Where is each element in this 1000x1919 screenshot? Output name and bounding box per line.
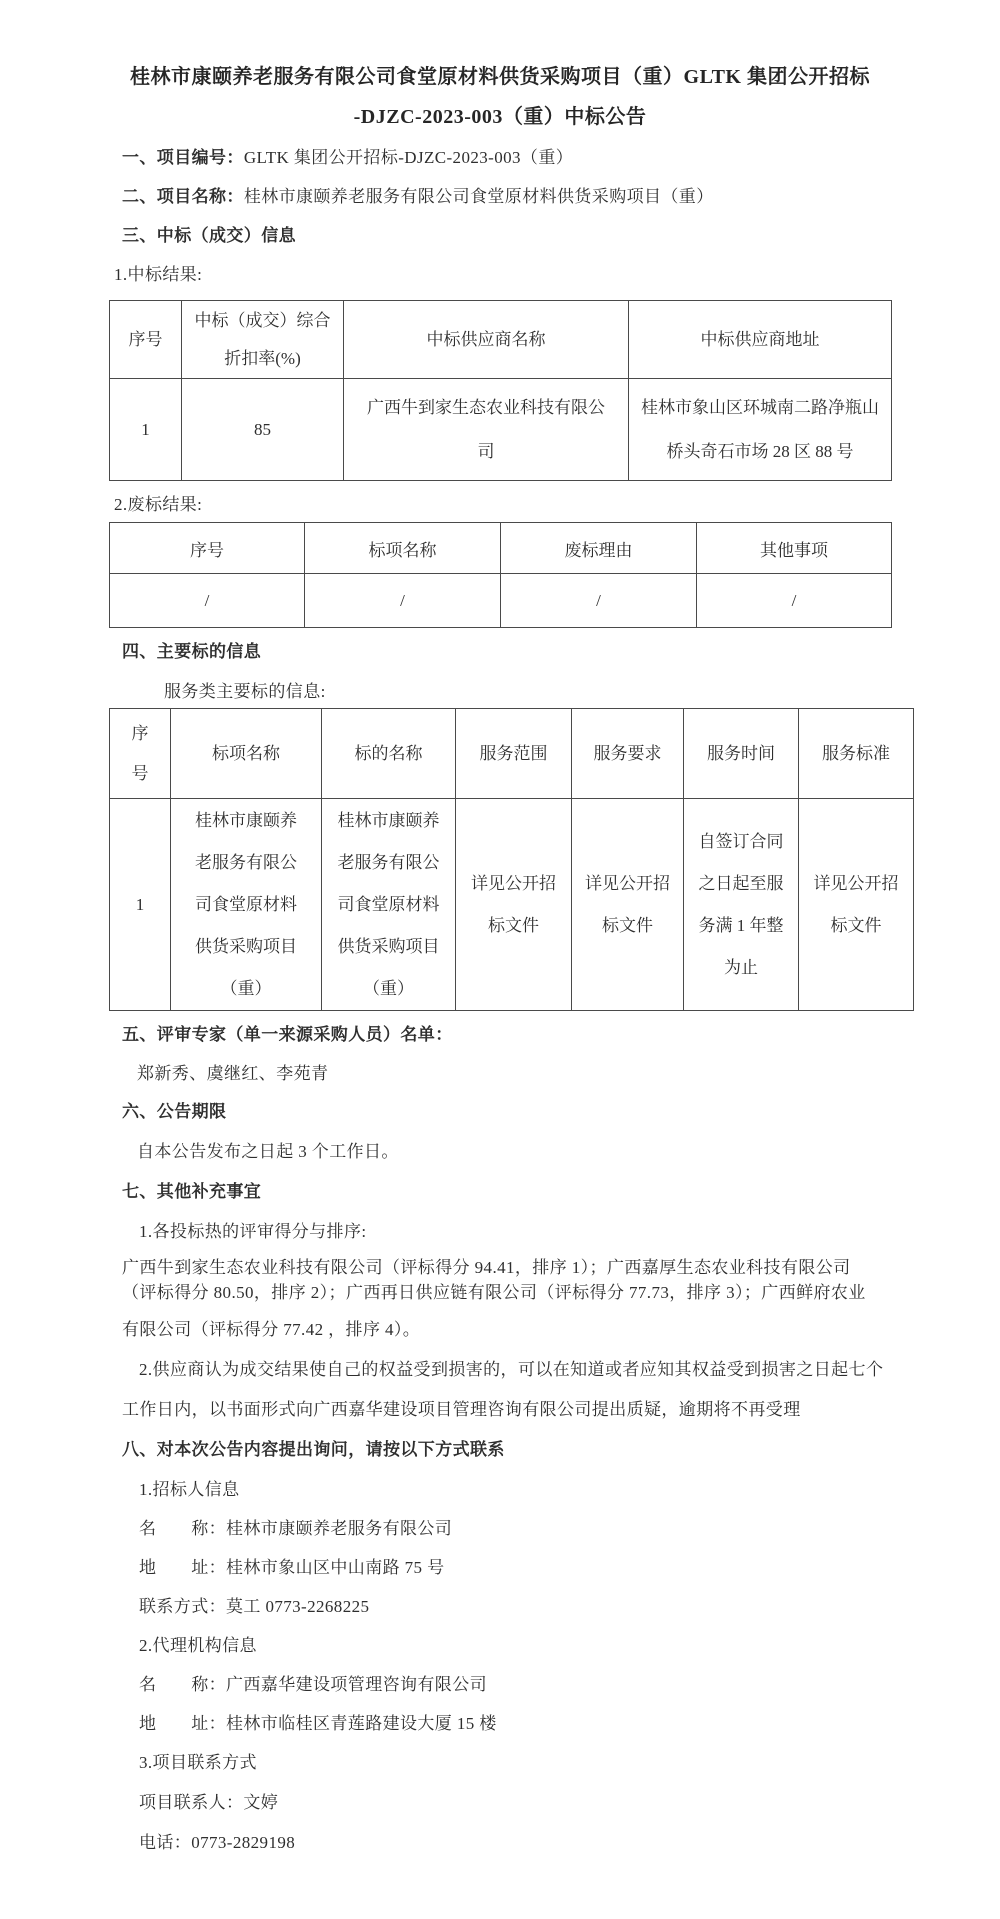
bidder-address-line: 地 址：桂林市象山区中山南路 75 号 xyxy=(139,1558,445,1577)
score-ranking-line: 广西牛到家生态农业科技有限公司（评标得分 94.41，排序 1）；广西嘉厚生态农业科技有限公司 xyxy=(122,1258,851,1277)
notice-period-text: 自本公告发布之日起 3 个工作日。 xyxy=(137,1142,399,1161)
project-number-label: 一、项目编号： xyxy=(122,148,244,167)
table-row xyxy=(110,799,914,1011)
table-row xyxy=(110,574,892,628)
bidder-phone-line: 联系方式：莫工 0773-2268225 xyxy=(139,1597,370,1616)
service-subject-note: 服务类主要标的信息: xyxy=(164,682,326,701)
column-header: 中标供应商地址 xyxy=(629,301,892,379)
section-6-heading: 六、公告期限 xyxy=(122,1102,227,1121)
column-header: 废标理由 xyxy=(501,523,697,574)
column-header: 中标（成交）综合折扣率(%) xyxy=(182,301,344,379)
table-header-row xyxy=(110,523,892,574)
column-header: 中标供应商名称 xyxy=(344,301,629,379)
project-name-label: 二、项目名称： xyxy=(122,187,244,206)
column-header: 标项名称 xyxy=(305,523,501,574)
column-header xyxy=(110,709,171,799)
page-title-line-2: -DJZC-2023-003（重）中标公告 xyxy=(353,106,647,128)
column-header: 标项名称 xyxy=(171,709,322,799)
agency-address-line: 地 址：桂林市临桂区青莲路建设大厦 15 楼 xyxy=(139,1714,497,1733)
agency-name-line: 名 称：广西嘉华建设项管理咨询有限公司 xyxy=(139,1675,487,1694)
table-cell: 桂林市康颐养老服务有限公司食堂原材料供货采购项目（重） xyxy=(171,799,322,1011)
project-contact-phone-line: 电话：0773-2829198 xyxy=(139,1833,296,1852)
score-ranking-caption: 1.各投标热的评审得分与排序: xyxy=(139,1222,367,1241)
column-header-text: 序号 xyxy=(131,723,149,783)
table-cell: 广西牛到家生态农业科技有限公司 xyxy=(344,379,629,481)
table-cell: 1 xyxy=(110,379,182,481)
column-header: 服务标准 xyxy=(799,709,914,799)
section-4-heading: 四、主要标的信息 xyxy=(122,642,262,661)
table-row xyxy=(110,379,892,481)
section-1-heading xyxy=(122,147,573,169)
section-2-heading xyxy=(122,186,714,208)
section-8-heading: 八、对本次公告内容提出询问，请按以下方式联系 xyxy=(122,1440,505,1459)
column-header: 序号 xyxy=(110,301,182,379)
table-cell: 详见公开招标文件 xyxy=(572,799,684,1011)
column-header: 服务范围 xyxy=(456,709,572,799)
column-header: 序号 xyxy=(110,523,305,574)
table-cell: / xyxy=(501,574,697,628)
score-ranking-line: （评标得分 80.50，排序 2）；广西再日供应链有限公司（评标得分 77.73，排序 3）；广西鲜府农业 xyxy=(122,1283,866,1302)
complaint-line: 工作日内，以书面形式向广西嘉华建设项目管理咨询有限公司提出质疑，逾期将不再受理 xyxy=(122,1400,801,1419)
project-name-value: 桂林市康颐养老服务有限公司食堂原材料供货采购项目（重） xyxy=(243,187,714,206)
project-contact-person-line: 项目联系人：文婷 xyxy=(139,1793,279,1812)
project-contact-caption: 3.项目联系方式 xyxy=(139,1753,257,1772)
table-cell: 1 xyxy=(110,799,171,1011)
column-header: 服务时间 xyxy=(684,709,799,799)
expert-names: 郑新秀、虞继红、李苑青 xyxy=(137,1064,329,1083)
column-header: 标的名称 xyxy=(322,709,456,799)
award-result-caption: 1.中标结果: xyxy=(114,265,203,284)
scrap-result-caption: 2.废标结果: xyxy=(114,495,203,514)
column-header: 服务要求 xyxy=(572,709,684,799)
table-header-row xyxy=(110,301,892,379)
subject-info-table xyxy=(109,708,914,1011)
bidder-info-caption: 1.招标人信息 xyxy=(139,1480,240,1499)
bidder-name-line: 名 称：桂林市康颐养老服务有限公司 xyxy=(139,1519,453,1538)
table-cell: / xyxy=(110,574,305,628)
complaint-line: 2.供应商认为成交结果使自己的权益受到损害的，可以在知道或者应知其权益受到损害之日起七个 xyxy=(139,1360,884,1379)
table-cell: 详见公开招标文件 xyxy=(456,799,572,1011)
table-cell: 85 xyxy=(182,379,344,481)
table-cell: 详见公开招标文件 xyxy=(799,799,914,1011)
column-header: 其他事项 xyxy=(697,523,892,574)
table-cell: / xyxy=(697,574,892,628)
section-7-heading: 七、其他补充事宜 xyxy=(122,1182,262,1201)
section-5-heading: 五、评审专家（单一来源采购人员）名单： xyxy=(122,1025,453,1044)
section-3-heading: 三、中标（成交）信息 xyxy=(122,226,296,245)
score-ranking-line: 有限公司（评标得分 77.42 ，排序 4）。 xyxy=(122,1320,421,1339)
agency-info-caption: 2.代理机构信息 xyxy=(139,1636,257,1655)
award-result-table xyxy=(109,300,892,481)
page-title-line-1: 桂林市康颐养老服务有限公司食堂原材料供货采购项目（重）GLTK 集团公开招标 xyxy=(130,66,870,88)
table-cell: / xyxy=(305,574,501,628)
scrap-result-table xyxy=(109,522,892,628)
table-cell: 桂林市象山区环城南二路净瓶山桥头奇石市场 28 区 88 号 xyxy=(629,379,892,481)
table-cell: 自签订合同之日起至服务满 1 年整为止 xyxy=(684,799,799,1011)
table-cell: 桂林市康颐养老服务有限公司食堂原材料供货采购项目（重） xyxy=(322,799,456,1011)
project-number-value: GLTK 集团公开招标-DJZC-2023-003（重） xyxy=(243,148,574,167)
table-header-row xyxy=(110,709,914,799)
